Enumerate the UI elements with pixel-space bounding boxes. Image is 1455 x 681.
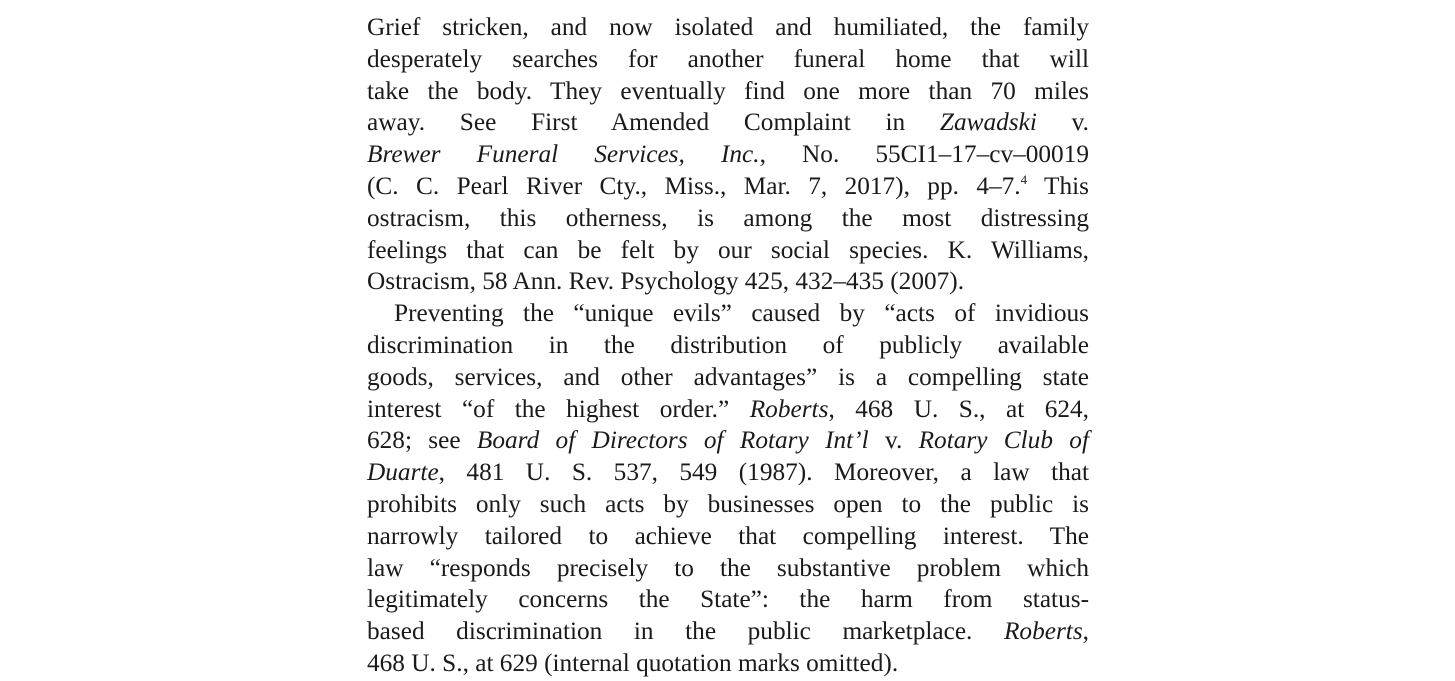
paragraph-2: [367, 298, 1089, 680]
text-line: Duarte, 481 U. S. 537, 549 (1987). Moreover, a law that: [367, 458, 1089, 487]
text-line: feelings that can be felt by our social species. K. Williams,: [367, 235, 1089, 264]
text-line: based discrimination in the public marketplace. Roberts,: [367, 617, 1089, 646]
text-line: ostracism, this otherness, is among the most distressing: [367, 203, 1089, 232]
text-line: away. See First Amended Complaint in Zawadski v.: [367, 108, 1090, 137]
text-line: Ostracism, 58 Ann. Rev. Psychology 425, 432–435 (2007).: [367, 267, 965, 296]
text-line: goods, services, and other advantages” is a compelling state: [367, 362, 1089, 391]
text-line: legitimately concerns the State”: the harm from status-: [367, 585, 1089, 614]
text-line: interest “of the highest order.” Roberts, 468 U. S., at 624,: [367, 394, 1090, 423]
text-line: narrowly tailored to achieve that compelling interest. The: [367, 521, 1089, 550]
text-line: prohibits only such acts by businesses open to the public is: [367, 489, 1089, 518]
text-line: (C. C. Pearl River Cty., Miss., Mar. 7, 2017), pp. 4–7.$^4$ This: [367, 171, 1089, 200]
text-line: 468 U. S., at 629 (internal quotation marks omitted).: [367, 648, 899, 677]
text-line: Grief stricken, and now isolated and humiliated, the family: [367, 13, 1089, 41]
text-line: desperately searches for another funeral home that will: [367, 44, 1089, 73]
text-line: discrimination in the distribution of publicly available: [367, 330, 1089, 359]
text-line: Preventing the “unique evils” caused by “acts of invidious: [394, 299, 1089, 328]
text-line: 628; see Board of Directors of Rotary Int’l v. Rotary Club of: [367, 426, 1089, 455]
document-page: [367, 12, 1089, 680]
text-line: take the body. They eventually find one more than 70 miles: [367, 76, 1089, 105]
text-line: law “responds precisely to the substantive problem which: [367, 553, 1089, 582]
text-line: Brewer Funeral Services, Inc., No. 55CI1–17–cv–00019: [367, 140, 1089, 169]
paragraph-1: [367, 12, 1089, 298]
